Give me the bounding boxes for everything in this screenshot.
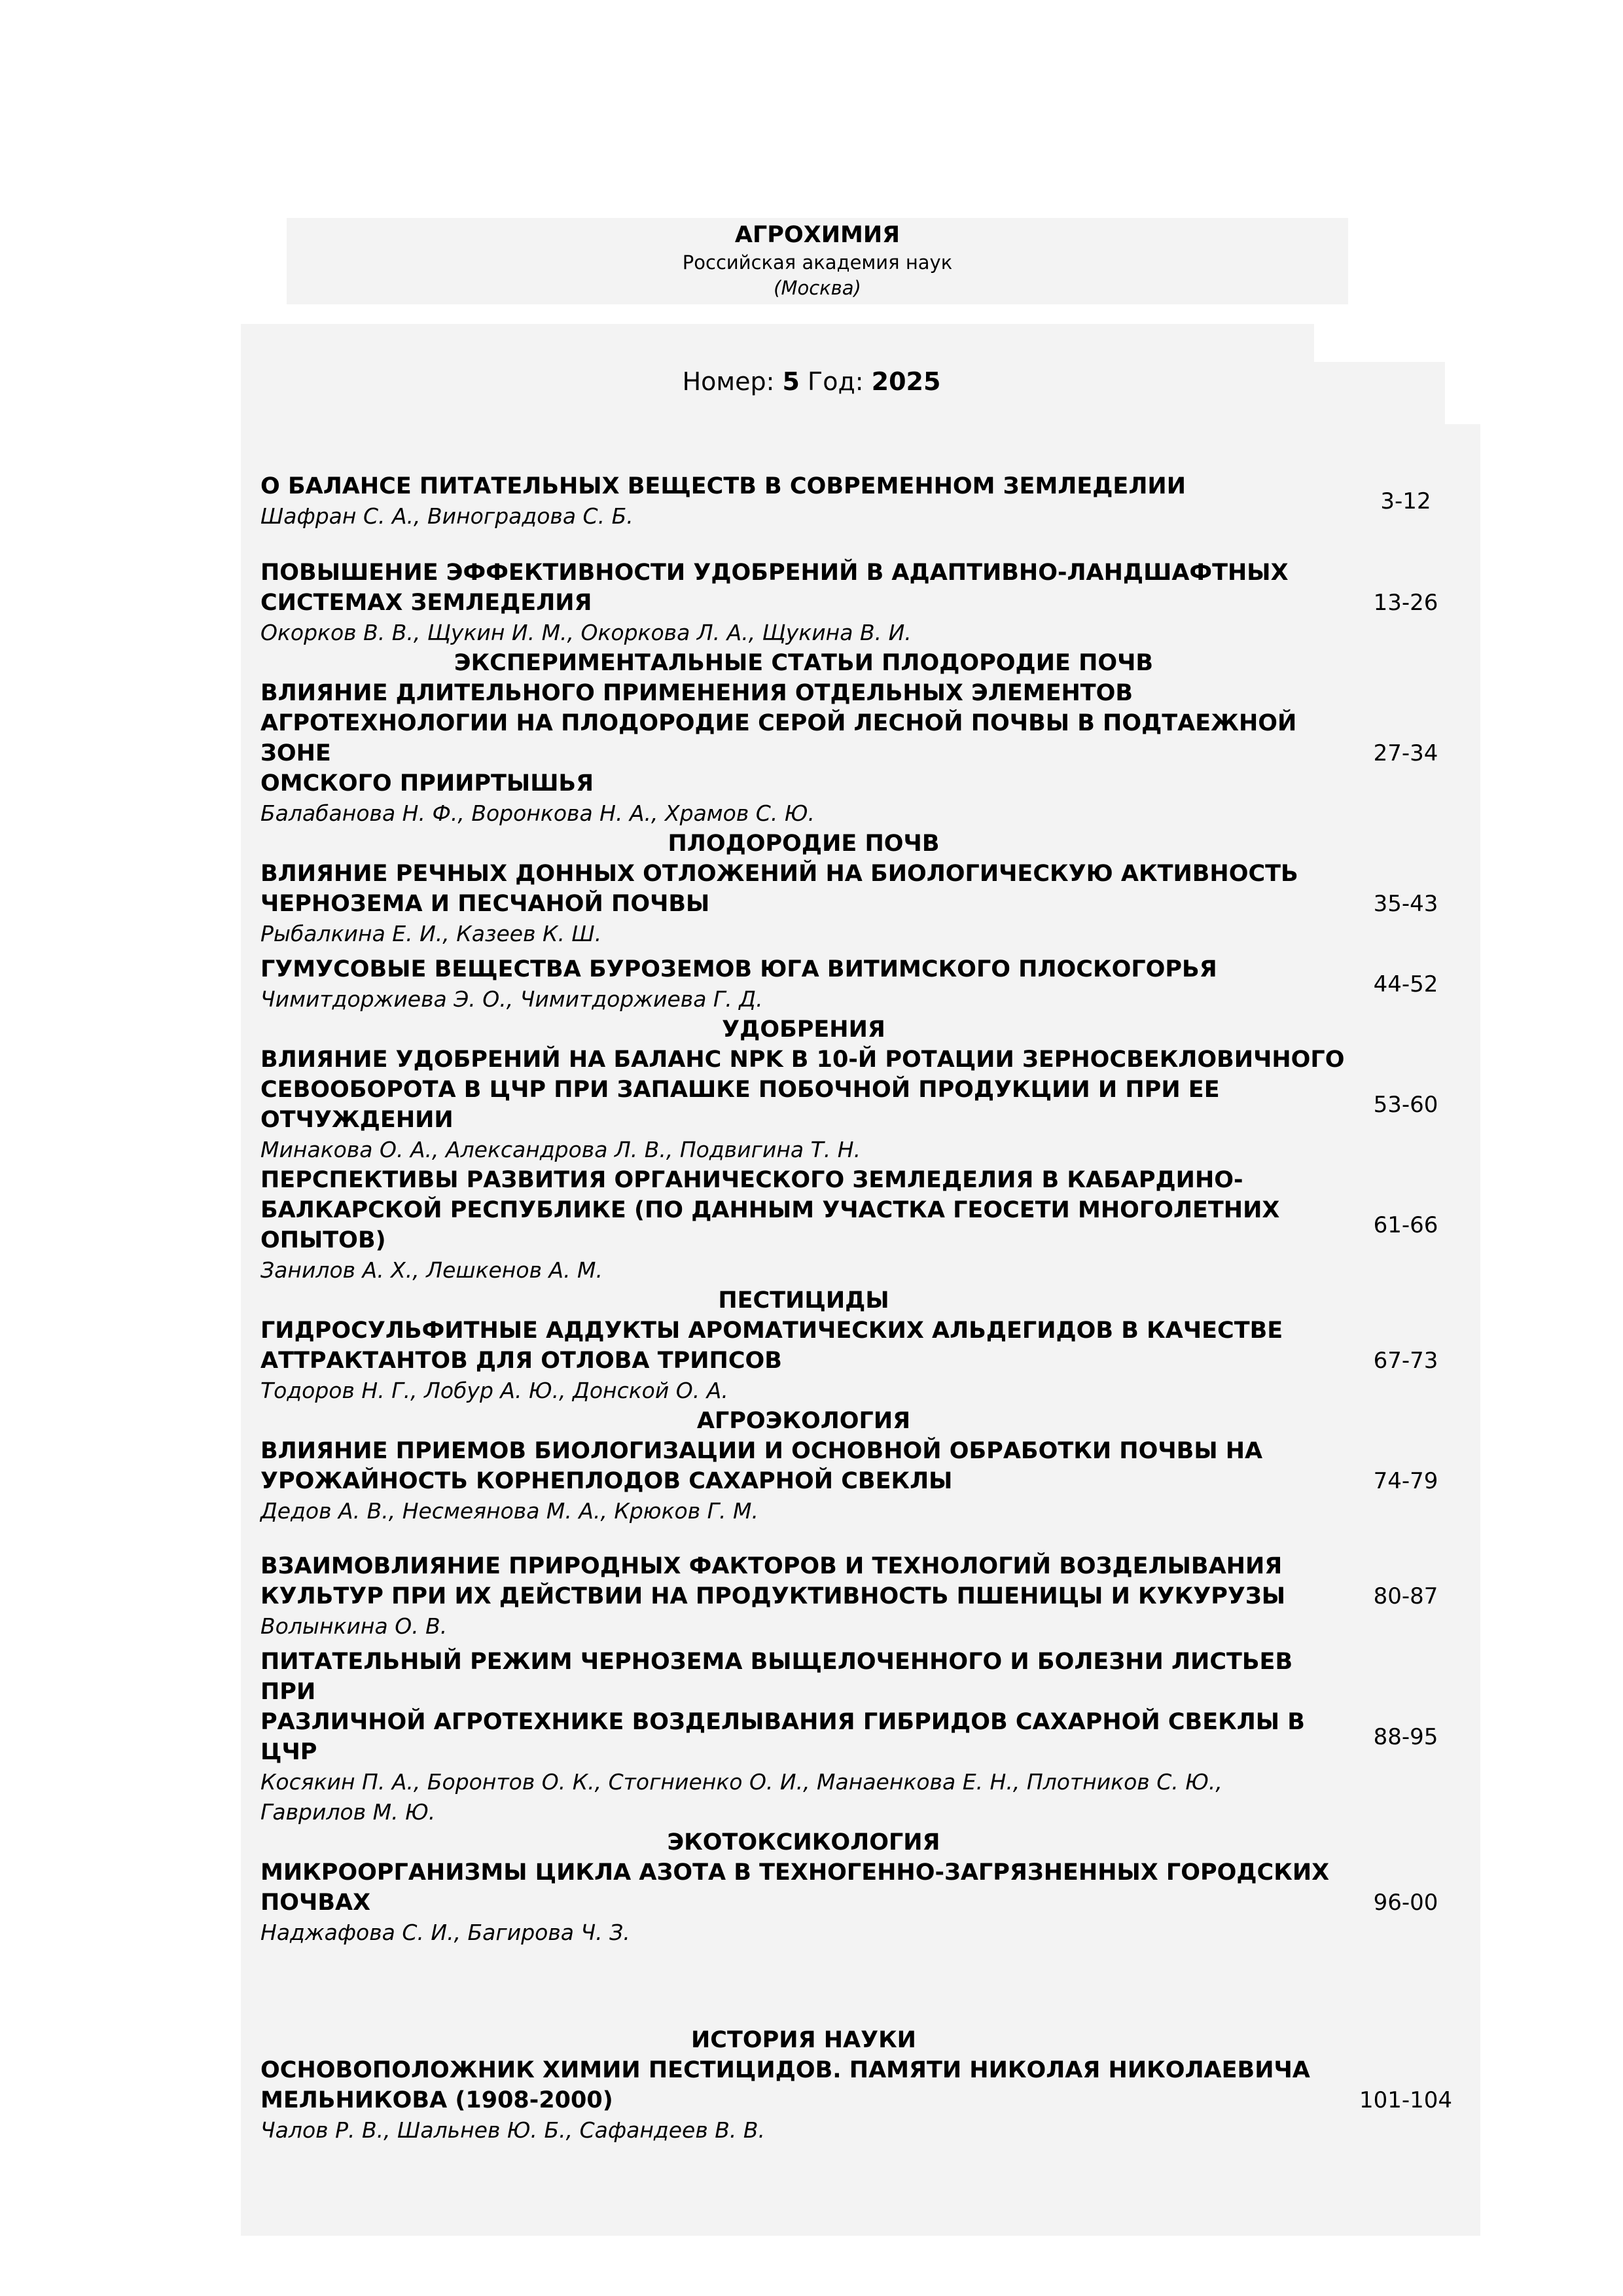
table-of-contents	[260, 471, 1465, 2145]
article-authors: Наджафова С. И., Багирова Ч. З.	[260, 1920, 630, 1945]
toc-article[interactable]	[260, 1045, 1465, 1165]
issue-year-label: Год:	[808, 367, 864, 396]
toc-article[interactable]	[260, 1551, 1465, 1641]
article-authors: Окорков В. В., Щукин И. М., Окоркова Л. А., Щукина В. И.	[260, 620, 912, 645]
toc-article[interactable]	[260, 558, 1465, 648]
journal-header	[287, 218, 1348, 304]
section-heading: АГРОЭКОЛОГИЯ	[696, 1408, 911, 1434]
article-pages: 61-66	[1373, 1212, 1438, 1238]
article-authors: Занилов А. Х., Лешкенов А. М.	[260, 1257, 603, 1283]
section-heading: ПЛОДОРОДИЕ ПОЧВ	[668, 831, 940, 857]
article-authors: Косякин П. А., Боронтов О. К., Стогниенко О. И., Манаенкова Е. Н., Плотников С. Ю., Гаврилов М. Ю.	[260, 1769, 1222, 1825]
article-pages: 3-12	[1380, 488, 1431, 514]
article-pages: 44-52	[1373, 971, 1438, 997]
section-heading: ЭКСПЕРИМЕНТАЛЬНЫЕ СТАТЬИ ПЛОДОРОДИЕ ПОЧВ	[454, 650, 1154, 676]
article-title[interactable]: ПОВЫШЕНИЕ ЭФФЕКТИВНОСТИ УДОБРЕНИЙ В АДАПТИВНО-ЛАНДШАФТНЫХ СИСТЕМАХ ЗЕМЛЕДЕЛИЯ	[260, 560, 1289, 616]
toc-article[interactable]	[260, 471, 1465, 531]
article-title[interactable]: ВЛИЯНИЕ ДЛИТЕЛЬНОГО ПРИМЕНЕНИЯ ОТДЕЛЬНЫХ ЭЛЕМЕНТОВ АГРОТЕХНОЛОГИИ НА ПЛОДОРОДИЕ СЕРОЙ ЛЕСНОЙ ПОЧВЫ В ПОДТАЕЖНОЙ ЗОНЕ ОМСКОГО ПРИИРТЫШЬЯ	[260, 680, 1297, 797]
article-authors: Чимитдоржиева Э. О., Чимитдоржиева Г. Д.	[260, 986, 763, 1012]
toc-article[interactable]	[260, 678, 1465, 829]
article-authors: Чалов Р. В., Шальнев Ю. Б., Сафандеев В. В.	[260, 2117, 766, 2143]
toc-article[interactable]	[260, 1857, 1465, 1948]
toc-article[interactable]	[260, 859, 1465, 949]
article-authors: Тодоров Н. Г., Лобур А. Ю., Донской О. А.	[260, 1378, 728, 1403]
journal-city: (Москва)	[774, 277, 861, 299]
article-authors: Шафран С. А., Виноградова С. Б.	[260, 503, 633, 529]
article-title[interactable]: О БАЛАНСЕ ПИТАТЕЛЬНЫХ ВЕЩЕСТВ В СОВРЕМЕННОМ ЗЕМЛЕДЕЛИИ	[260, 473, 1186, 499]
article-title[interactable]: ВЛИЯНИЕ ПРИЕМОВ БИОЛОГИЗАЦИИ И ОСНОВНОЙ ОБРАБОТКИ ПОЧВЫ НА УРОЖАЙНОСТЬ КОРНЕПЛОДОВ САХАРНОЙ СВЕКЛЫ	[260, 1438, 1263, 1494]
article-title[interactable]: МИКРООРГАНИЗМЫ ЦИКЛА АЗОТА В ТЕХНОГЕННО-ЗАГРЯЗНЕННЫХ ГОРОДСКИХ ПОЧВАХ	[260, 1859, 1330, 1916]
section-heading: УДОБРЕНИЯ	[722, 1016, 885, 1043]
article-title[interactable]: ГУМУСОВЫЕ ВЕЩЕСТВА БУРОЗЕМОВ ЮГА ВИТИМСКОГО ПЛОСКОГОРЬЯ	[260, 956, 1217, 982]
article-pages: 27-34	[1373, 740, 1438, 766]
article-pages: 88-95	[1373, 1724, 1438, 1750]
article-title[interactable]: ГИДРОСУЛЬФИТНЫЕ АДДУКТЫ АРОМАТИЧЕСКИХ АЛЬДЕГИДОВ В КАЧЕСТВЕ АТТРАКТАНТОВ ДЛЯ ОТЛОВА ТРИПСОВ	[260, 1318, 1283, 1374]
article-pages: 35-43	[1373, 891, 1438, 917]
article-pages: 101-104	[1359, 2087, 1453, 2113]
issue-number-label: Номер:	[682, 367, 775, 396]
article-authors: Волынкина О. В.	[260, 1613, 448, 1639]
article-pages: 13-26	[1373, 590, 1438, 616]
article-authors: Рыбалкина Е. И., Казеев К. Ш.	[260, 921, 602, 946]
article-title[interactable]: ПЕРСПЕКТИВЫ РАЗВИТИЯ ОРГАНИЧЕСКОГО ЗЕМЛЕДЕЛИЯ В КАБАРДИНО- БАЛКАРСКОЙ РЕСПУБЛИКЕ (ПО ДАННЫМ УЧАСТКА ГЕОСЕТИ МНОГОЛЕТНИХ ОПЫТОВ)	[260, 1167, 1280, 1253]
toc-article[interactable]	[260, 1436, 1465, 1526]
article-pages: 96-00	[1373, 1890, 1438, 1916]
article-title[interactable]: ОСНОВОПОЛОЖНИК ХИМИИ ПЕСТИЦИДОВ. ПАМЯТИ НИКОЛАЯ НИКОЛАЕВИЧА МЕЛЬНИКОВА (1908-2000)	[260, 2057, 1310, 2113]
article-pages: 53-60	[1373, 1092, 1438, 1118]
issue-year: 2025	[871, 367, 941, 396]
toc-article[interactable]	[260, 1316, 1465, 1406]
section-heading: ЭКОТОКСИКОЛОГИЯ	[667, 1829, 940, 1856]
article-title[interactable]: ВЛИЯНИЕ РЕЧНЫХ ДОННЫХ ОТЛОЖЕНИЙ НА БИОЛОГИЧЕСКУЮ АКТИВНОСТЬ ЧЕРНОЗЕМА И ПЕСЧАНОЙ ПОЧВЫ	[260, 861, 1298, 917]
article-pages: 67-73	[1373, 1348, 1438, 1374]
article-authors: Дедов А. В., Несмеянова М. А., Крюков Г. М.	[260, 1498, 758, 1524]
issue-line	[0, 365, 1623, 398]
toc-article[interactable]	[260, 1647, 1465, 1827]
article-authors: Балабанова Н. Ф., Воронкова Н. А., Храмов С. Ю.	[260, 800, 815, 826]
article-title[interactable]: ВЗАИМОВЛИЯНИЕ ПРИРОДНЫХ ФАКТОРОВ И ТЕХНОЛОГИЙ ВОЗДЕЛЫВАНИЯ КУЛЬТУР ПРИ ИХ ДЕЙСТВИИ НА ПРОДУКТИВНОСТЬ ПШЕНИЦЫ И КУКУРУЗЫ	[260, 1553, 1286, 1609]
article-pages: 80-87	[1373, 1583, 1438, 1609]
article-authors: Минакова О. А., Александрова Л. В., Подвигина Т. Н.	[260, 1137, 861, 1162]
issue-number: 5	[782, 367, 800, 396]
section-heading: ИСТОРИЯ НАУКИ	[691, 2027, 916, 2053]
journal-title: АГРОХИМИЯ	[734, 222, 901, 248]
article-title[interactable]: ПИТАТЕЛЬНЫЙ РЕЖИМ ЧЕРНОЗЕМА ВЫЩЕЛОЧЕННОГО И БОЛЕЗНИ ЛИСТЬЕВ ПРИ РАЗЛИЧНОЙ АГРОТЕХНИКЕ ВОЗДЕЛЫВАНИЯ ГИБРИДОВ САХАРНОЙ СВЕКЛЫ В ЦЧР	[260, 1649, 1305, 1765]
journal-organization: Российская академия наук	[682, 251, 953, 274]
toc-article[interactable]	[260, 2055, 1465, 2145]
section-heading: ПЕСТИЦИДЫ	[718, 1287, 889, 1314]
article-pages: 74-79	[1373, 1468, 1438, 1494]
toc-article[interactable]	[260, 1165, 1465, 1285]
toc-article[interactable]	[260, 954, 1465, 1014]
article-title[interactable]: ВЛИЯНИЕ УДОБРЕНИЙ НА БАЛАНС NPK В 10-Й РОТАЦИИ ЗЕРНОСВЕКЛОВИЧНОГО СЕВООБОРОТА В ЦЧР ПРИ ЗАПАШКЕ ПОБОЧНОЙ ПРОДУКЦИИ И ПРИ ЕЕ ОТЧУЖДЕНИИ	[260, 1047, 1345, 1133]
